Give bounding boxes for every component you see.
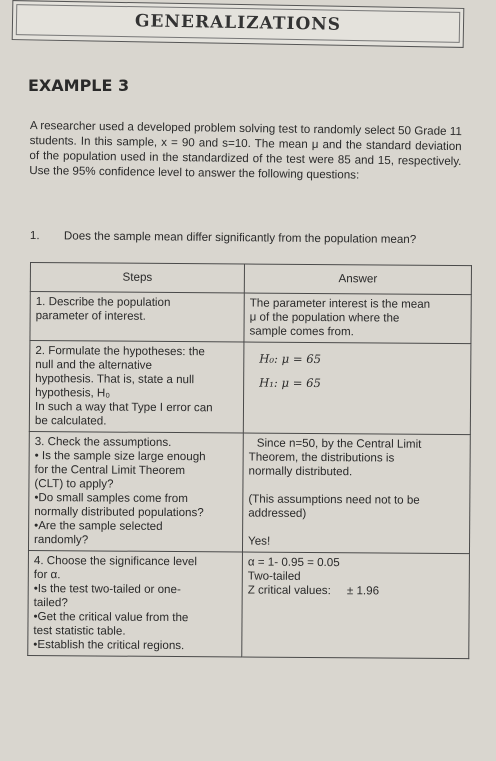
answer-header: Answer: [244, 264, 471, 295]
question-number: 1.: [29, 228, 40, 243]
cell-line: •Establish the critical regions.: [33, 638, 185, 653]
cell-line: for α.: [33, 568, 61, 582]
table-row: [28, 431, 470, 553]
cell-line: Z critical values: ± 1.96: [247, 583, 380, 598]
cell-line: •Are the sample selected: [34, 519, 163, 533]
cell-line: • Is the sample size large enough: [34, 449, 206, 464]
cell-line: Two-tailed: [247, 569, 301, 583]
cell-line: for the Central Limit Theorem: [34, 463, 186, 478]
cell-line: null and the alternative: [35, 358, 152, 372]
steps-cell: [28, 550, 243, 656]
question-text: Does the sample mean differ significantly from the population mean?: [63, 229, 417, 247]
steps-header: Steps: [30, 263, 244, 293]
answer-cell: [242, 552, 470, 659]
cell-line: addressed): [248, 506, 307, 520]
answer-cell: [243, 342, 471, 435]
cell-line: 4. Choose the significance level: [33, 554, 198, 569]
cell-line: hypothesis, H₀: [35, 386, 111, 400]
cell-line: be calculated.: [34, 414, 107, 428]
cell-line: hypothesis. That is, state a null: [35, 372, 195, 387]
cell-spacer: [248, 479, 464, 495]
cell-spacer: [248, 521, 464, 537]
cell-line: 1. Describe the population: [35, 295, 171, 309]
cell-line: •Do small samples come from: [34, 491, 188, 506]
example-heading: EXAMPLE 3: [28, 76, 130, 95]
question-1: [30, 228, 462, 248]
cell-line: sample comes from.: [249, 324, 354, 339]
problem-paragraph: A researcher used a developed problem solving test to randomly select 50 Grade 11 students. In this sample, x = 90 and s=10. The mean μ and the standard deviation of the population used in the standardized of the test were 85 and 15, respectively. Use the 95% confidence level to answer the following questions:: [29, 118, 462, 182]
cell-line: (CLT) to apply?: [34, 477, 114, 491]
cell-line: Theorem, the distributions is: [248, 450, 395, 465]
steps-cell: [28, 431, 243, 551]
cell-line: parameter of interest.: [35, 309, 146, 323]
table-row: [29, 341, 471, 435]
table-row: [28, 550, 470, 658]
steps-cell: [29, 341, 244, 433]
table-header-row: [30, 263, 471, 295]
table-row: [30, 292, 471, 344]
cell-line: •Is the test two-tailed or one-: [33, 582, 181, 597]
alternative-hypothesis: H₁: μ = 65: [259, 375, 321, 391]
null-hypothesis: H₀: μ = 65: [259, 351, 322, 367]
cell-line: α = 1- 0.95 = 0.05: [247, 555, 340, 570]
cell-line: Since n=50, by the Central Limit: [256, 436, 422, 451]
cell-line: normally distributed.: [248, 464, 353, 479]
answer-cell: [242, 433, 470, 554]
cell-line: μ of the population where the: [249, 310, 400, 325]
cell-line: (This assumptions need not to be: [248, 492, 420, 507]
steps-table: [27, 262, 472, 659]
cell-line: The parameter interest is the mean: [249, 296, 431, 311]
cell-line: test statistic table.: [33, 624, 126, 638]
answer-cell: [244, 293, 471, 344]
cell-line: 3. Check the assumptions.: [34, 435, 172, 449]
banner-title: GENERALIZATIONS: [134, 11, 342, 35]
cell-line: •Get the critical value from the: [33, 610, 189, 625]
generalizations-banner: [12, 0, 465, 48]
cell-line: randomly?: [34, 533, 89, 547]
cell-line: tailed?: [33, 596, 68, 610]
steps-cell: [30, 292, 244, 342]
cell-line: normally distributed populations?: [34, 505, 204, 520]
cell-line: In such a way that Type I error can: [34, 400, 213, 415]
cell-line: Yes!: [248, 534, 271, 548]
cell-line: 2. Formulate the hypotheses: the: [35, 344, 205, 359]
